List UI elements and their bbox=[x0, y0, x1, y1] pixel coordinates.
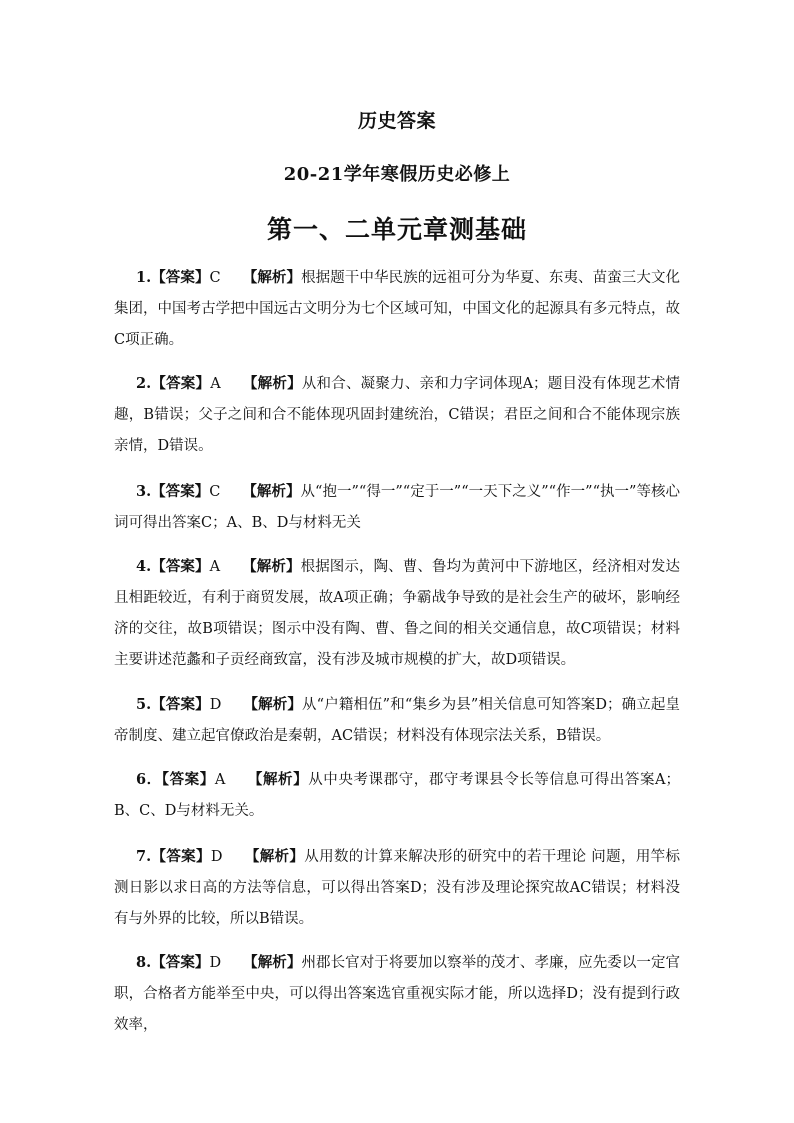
item-number: 2. bbox=[136, 375, 152, 392]
analysis-label: 【解析】 bbox=[243, 696, 303, 713]
analysis-label: 【解析】 bbox=[242, 483, 301, 500]
analysis-text: 从“户籍相伍”和“集乡为县”相关信息可知答案D；确立起皇帝制度、建立起官僚政治是秦朝，AC错误；材料没有体现宗法关系，B错误。 bbox=[114, 697, 681, 744]
answer-label: 【答案】 bbox=[151, 848, 211, 865]
answer-label: 【答案】 bbox=[151, 375, 211, 392]
item-number: 4. bbox=[136, 558, 152, 575]
analysis-text: 从用数的计算来解决形的研究中的若干理论 问题，用竿标测日影以求日高的方法等信息，可以得出答案D；没有涉及理论探究故AC错误；材料没有与外界的比较，所以B错误。 bbox=[114, 849, 681, 927]
section-heading: 第一、二单元章测基础 bbox=[266, 215, 527, 244]
item-number: 8. bbox=[136, 954, 152, 971]
answer-value: D bbox=[210, 849, 223, 865]
item-number: 6． bbox=[136, 771, 162, 788]
answer-value: A bbox=[214, 772, 226, 788]
analysis-label: 【解析】 bbox=[247, 771, 309, 788]
analysis-text: 根据题干中华民族的远祖可分为华夏、东夷、苗蛮三大文化集团，中国考古学把中国远古文明分为七个区域可知，中国文化的起源具有多元特点，故C项正确。 bbox=[114, 270, 681, 348]
answer-item-2 bbox=[114, 368, 680, 462]
item-number: 5. bbox=[136, 696, 152, 713]
answer-label: 【答案】 bbox=[151, 696, 210, 713]
answer-value: C bbox=[209, 484, 221, 500]
analysis-label: 【解析】 bbox=[244, 848, 305, 865]
answer-item-3 bbox=[114, 476, 680, 539]
analysis-text: 州郡长官对于将要加以察举的茂才、孝廉，应先委以一定官职，合格者方能举至中央，可以得出答案选官重视实际才能，所以选择D；没有提到行政效率， bbox=[114, 955, 681, 1033]
answer-label: 【答案】 bbox=[151, 954, 210, 971]
answer-item-5 bbox=[114, 689, 680, 752]
answer-label: 【答案】 bbox=[151, 269, 210, 286]
answer-label: 【答案】 bbox=[151, 483, 210, 500]
doc-subtitle: 20-21学年寒假历史必修上 bbox=[283, 164, 511, 185]
analysis-text: 从“抱一”“得一”“定于一”“一天下之义”“作一”“执一”等核心词可得出答案C；A、B、D与材料无关 bbox=[114, 484, 681, 531]
answer-value: A bbox=[209, 559, 221, 575]
doc-title: 历史答案 bbox=[357, 110, 436, 132]
answer-value: A bbox=[210, 376, 221, 392]
analysis-label: 【解析】 bbox=[243, 954, 302, 971]
answer-value: D bbox=[209, 697, 222, 713]
answer-item-6 bbox=[114, 764, 680, 827]
answer-item-8 bbox=[114, 947, 680, 1041]
item-number: 1. bbox=[136, 269, 152, 286]
answer-value: D bbox=[209, 955, 222, 971]
answer-value: C bbox=[209, 270, 221, 286]
analysis-label: 【解析】 bbox=[242, 269, 302, 286]
answer-item-1 bbox=[114, 262, 680, 356]
answer-label: 【答案】 bbox=[151, 558, 210, 575]
answer-label: 【答案】 bbox=[161, 771, 215, 788]
item-number: 7. bbox=[136, 848, 152, 865]
analysis-label: 【解析】 bbox=[242, 375, 302, 392]
analysis-label: 【解析】 bbox=[242, 558, 301, 575]
item-number: 3. bbox=[136, 483, 152, 500]
analysis-text: 从和合、凝聚力、亲和力字词体现A；题目没有体现艺术情趣，B错误；父子之间和合不能体现巩固封建统治，C错误；君臣之间和合不能体现宗族亲情，D错误。 bbox=[114, 376, 680, 454]
analysis-text: 根据图示，陶、曹、鲁均为黄河中下游地区，经济相对发达且相距较近，有利于商贸发展，故A项正确；争霸战争导致的是社会生产的破坏，影响经济的交往，故B项错误；图示中没有陶、曹、鲁之间的相关交通信息，故C项错误；材料主要讲述范蠡和子贡经商致富，没有涉及城市规模的扩大，故D项错误。 bbox=[114, 559, 681, 668]
analysis-text: 从中央考课郡守，郡守考课县令长等信息可得出答案A；B、C、D与材料无关。 bbox=[114, 772, 681, 819]
answer-item-7 bbox=[114, 841, 680, 935]
answer-item-4 bbox=[114, 551, 680, 676]
